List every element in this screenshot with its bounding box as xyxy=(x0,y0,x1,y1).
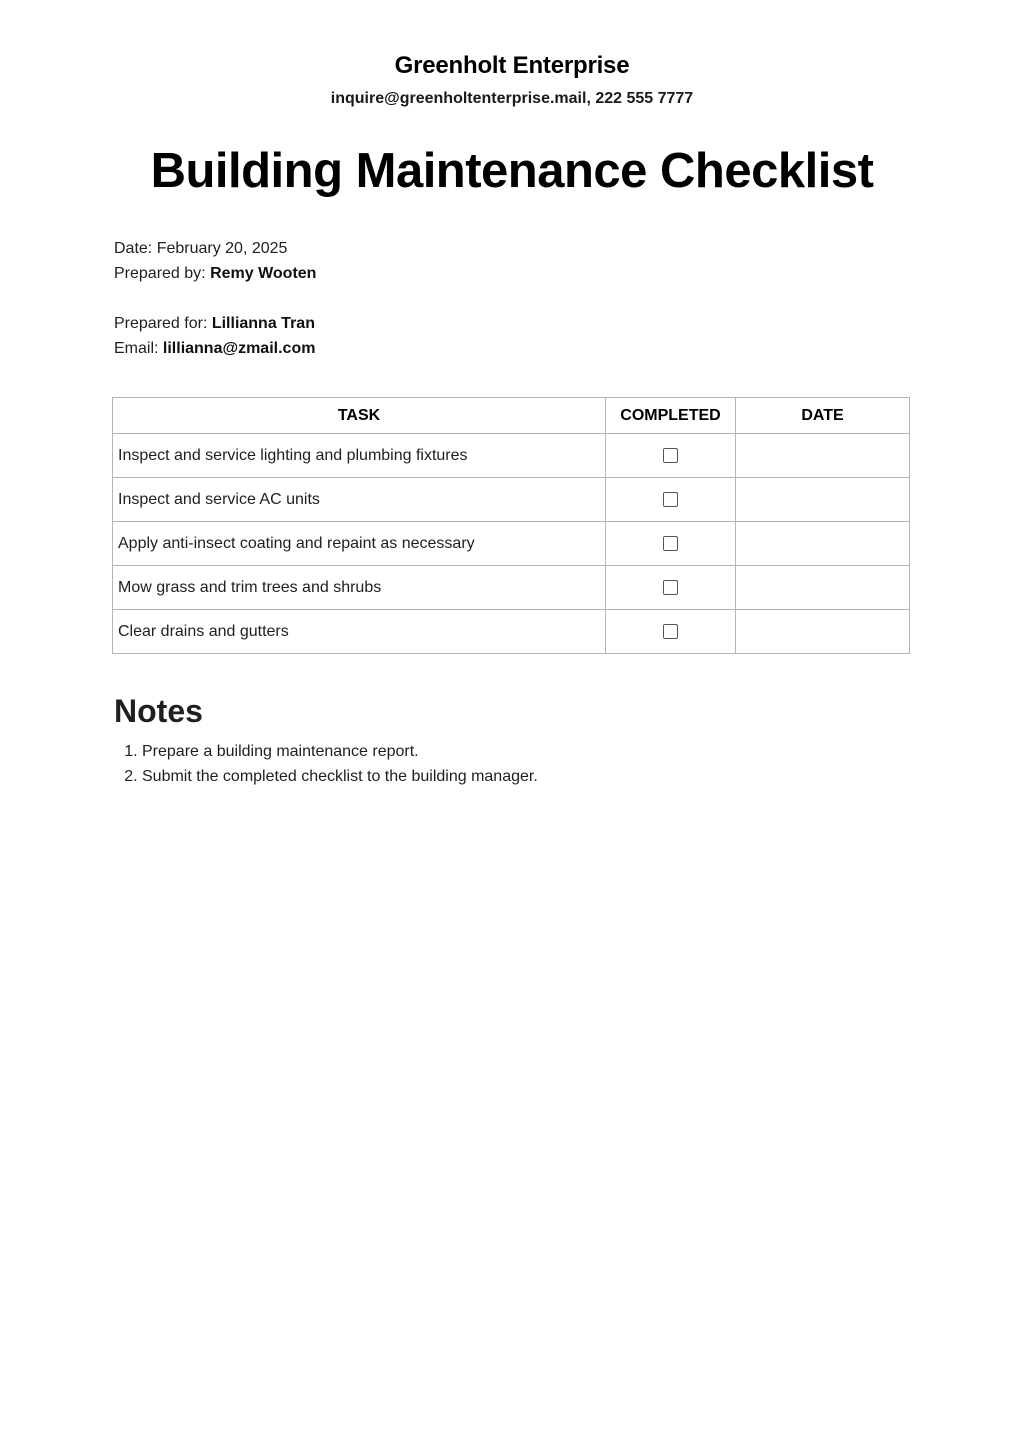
completed-cell xyxy=(606,434,736,478)
email-value: lillianna@zmail.com xyxy=(162,340,316,357)
list-item: 2. Submit the completed checklist to the building manager. xyxy=(142,764,538,789)
date-cell[interactable] xyxy=(736,566,910,610)
task-cell: Clear drains and gutters xyxy=(113,610,606,654)
completed-checkbox[interactable] xyxy=(663,536,678,551)
date-cell[interactable] xyxy=(736,478,910,522)
completed-column-header: COMPLETED xyxy=(606,398,736,434)
page-title: Building Maintenance Checklist xyxy=(150,144,874,198)
completed-cell xyxy=(606,566,736,610)
completed-checkbox[interactable] xyxy=(663,448,678,463)
date-label: Date: xyxy=(114,240,157,257)
list-item: 1. Prepare a building maintenance report. xyxy=(142,739,538,764)
prepared-by-line xyxy=(114,265,316,283)
email-line xyxy=(114,340,315,358)
email-label: Email: xyxy=(114,340,163,357)
prepared-for-label: Prepared for: xyxy=(114,315,212,332)
completed-cell xyxy=(606,610,736,654)
task-cell: Mow grass and trim trees and shrubs xyxy=(113,566,606,610)
completed-checkbox[interactable] xyxy=(663,492,678,507)
task-cell: Inspect and service lighting and plumbing fixtures xyxy=(113,434,606,478)
date-column-header: DATE xyxy=(736,398,910,434)
notes-heading: Notes xyxy=(114,693,203,729)
task-table xyxy=(112,397,910,654)
date-cell[interactable] xyxy=(736,434,910,478)
table-row xyxy=(113,522,910,566)
task-cell: Inspect and service AC units xyxy=(113,478,606,522)
company-contact: inquire@greenholtenterprise.mail, 222 555 7777 xyxy=(330,90,694,107)
prepared-by-label: Prepared by: xyxy=(114,265,211,282)
task-cell: Apply anti-insect coating and repaint as necessary xyxy=(113,522,606,566)
completed-checkbox[interactable] xyxy=(663,624,678,639)
table-row xyxy=(113,478,910,522)
table-row xyxy=(113,566,910,610)
company-name: Greenholt Enterprise xyxy=(394,52,630,79)
prepared-for-line xyxy=(114,315,315,333)
date-cell[interactable] xyxy=(736,610,910,654)
completed-checkbox[interactable] xyxy=(663,580,678,595)
completed-cell xyxy=(606,478,736,522)
notes-list xyxy=(114,739,538,789)
table-row xyxy=(113,434,910,478)
table-row xyxy=(113,610,910,654)
table-header-row xyxy=(113,398,910,434)
prepared-for-value: Lillianna Tran xyxy=(211,315,315,332)
completed-cell xyxy=(606,522,736,566)
date-cell[interactable] xyxy=(736,522,910,566)
date-value: February 20, 2025 xyxy=(156,240,288,257)
prepared-by-value: Remy Wooten xyxy=(210,265,317,282)
task-column-header: TASK xyxy=(113,398,606,434)
date-line xyxy=(114,240,287,258)
